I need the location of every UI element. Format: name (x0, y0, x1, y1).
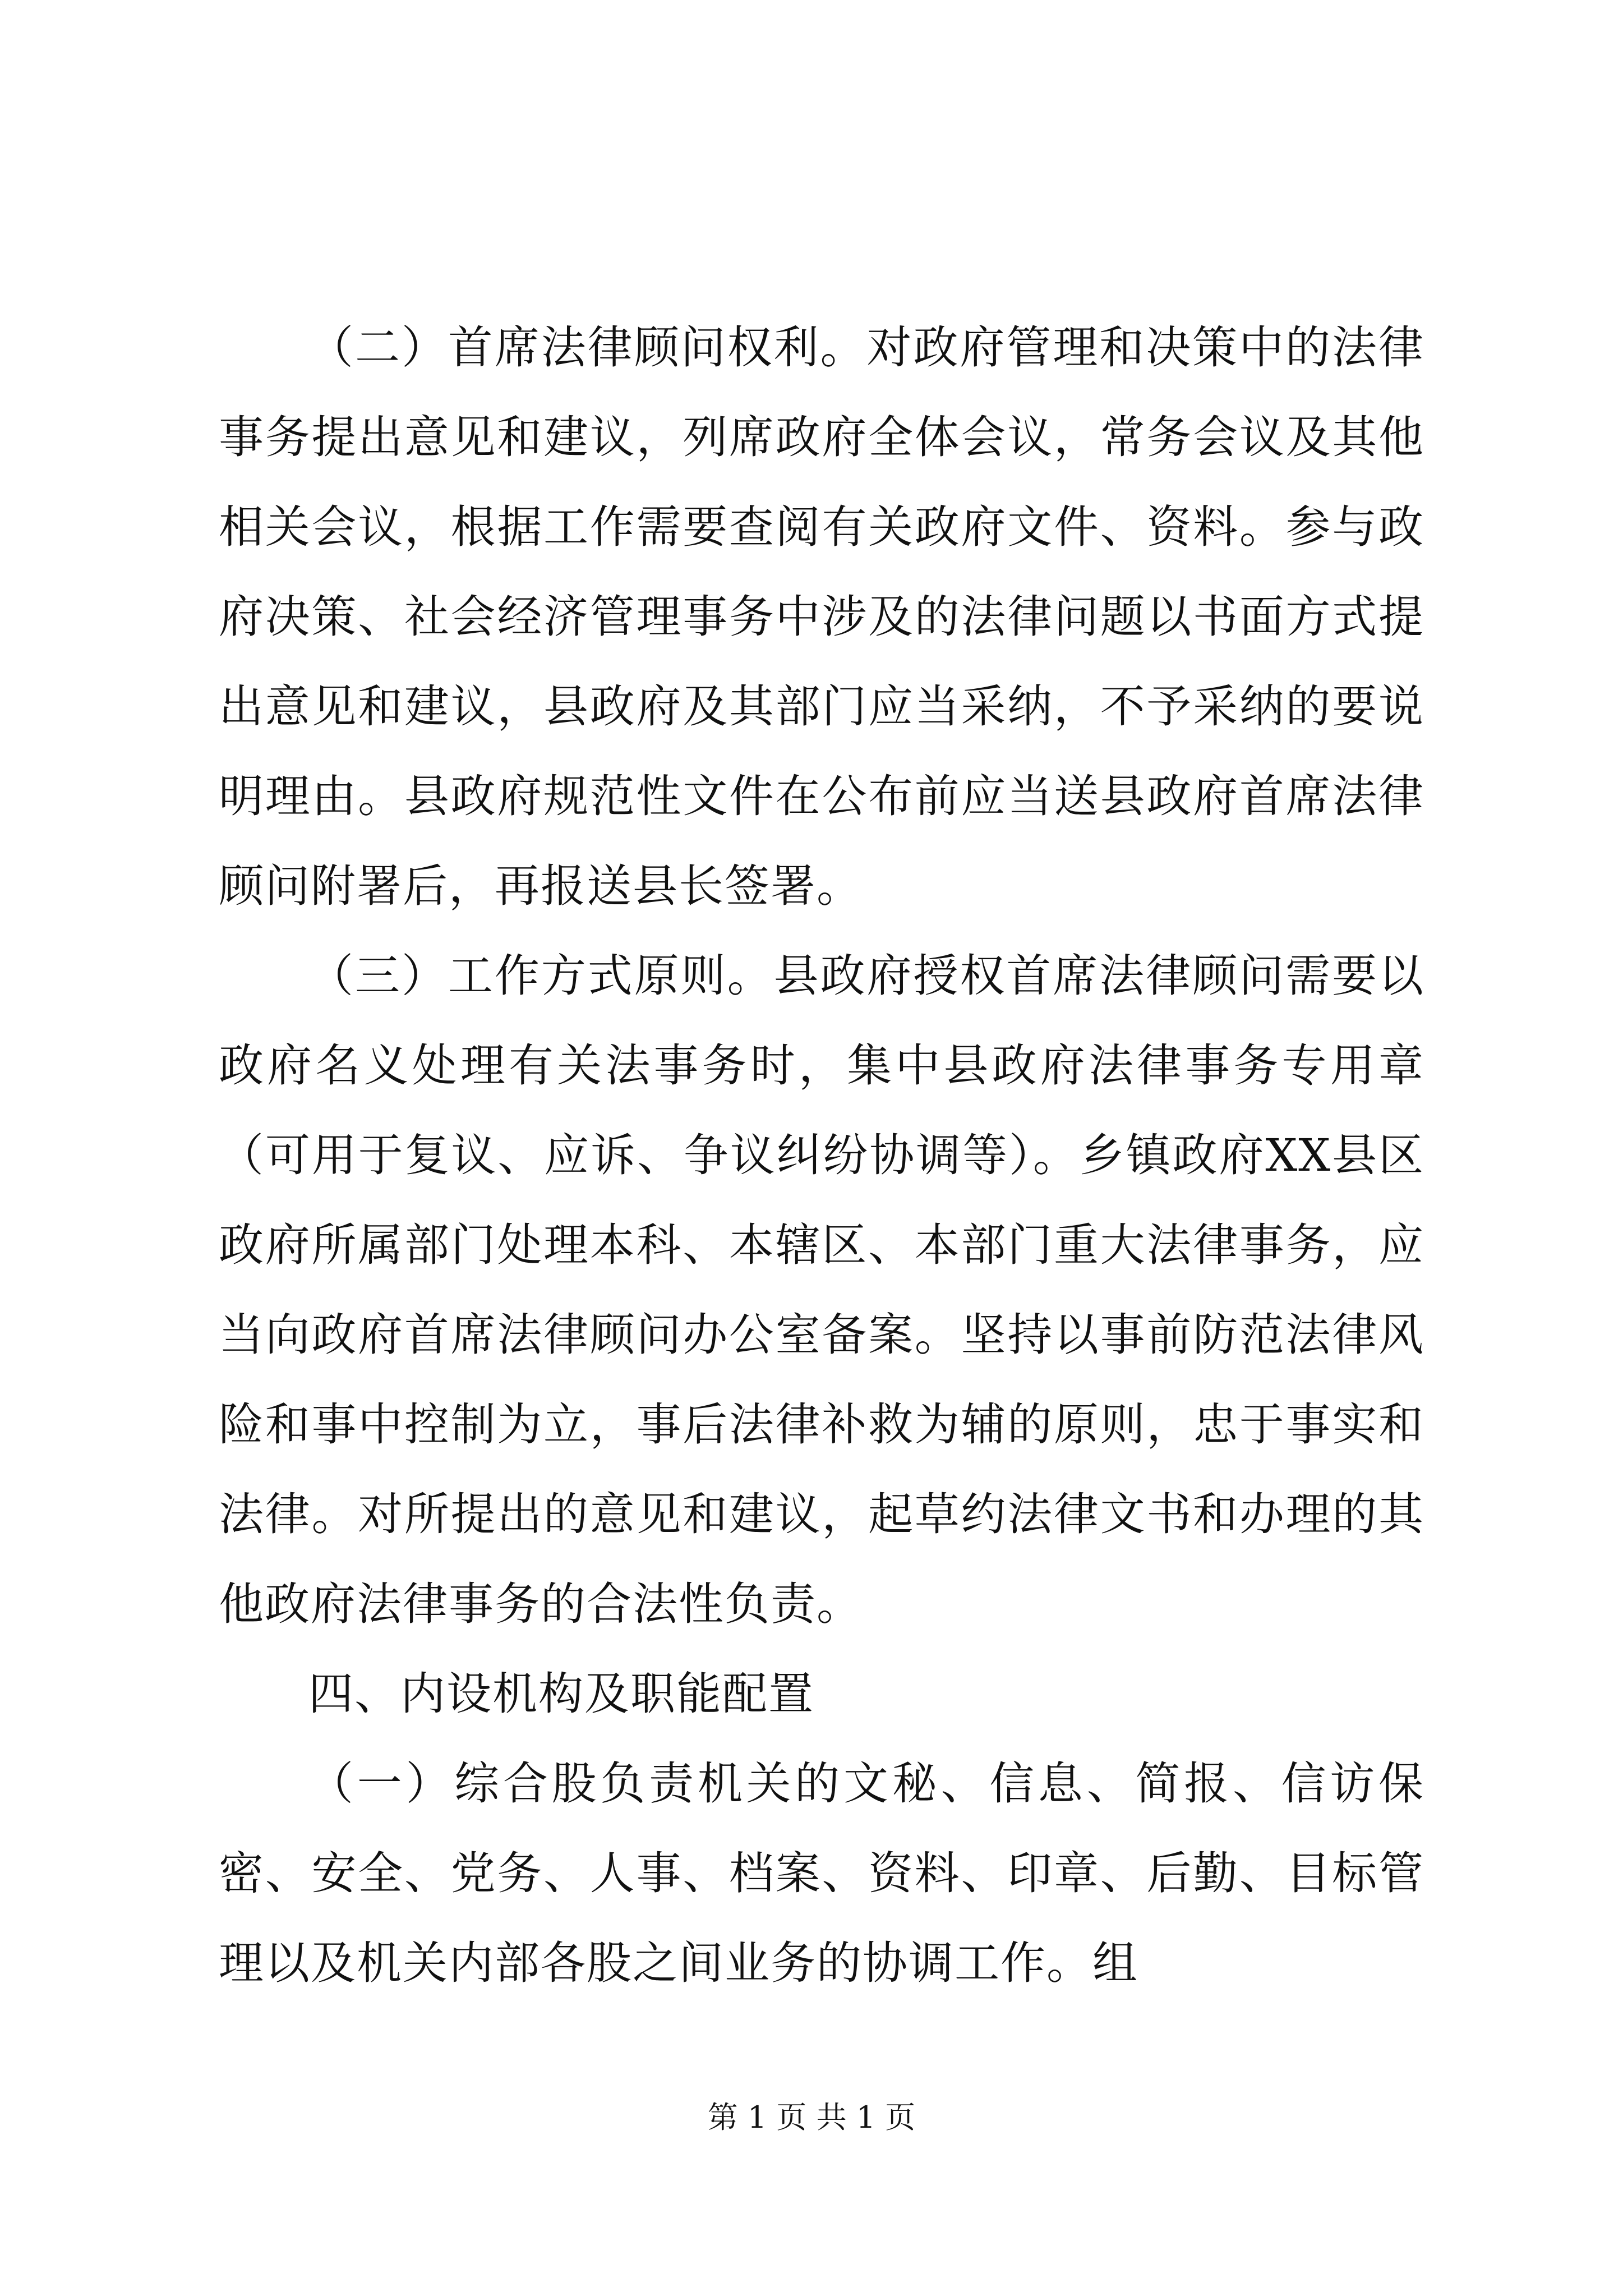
page-number-footer: 第 1 页 共 1 页 (707, 2100, 916, 2135)
section-heading: 四、内设机构及职能配置 (308, 1668, 814, 1720)
document-body (219, 303, 1424, 2008)
paragraph-chief-counsel-rights: （二）首席法律顾问权利。对政府管理和决策中的法律事务提出意见和建议，列席政府全体会议，常务会议及其他相关会议，根据工作需要查阅有关政府文件、资料。参与政府决策、社会经济管理事务中涉及的法律问题以书面方式提出意见和建议，县政府及其部门应当采纳，不予采纳的要说明理由。县政府规范性文件在公布前应当送县政府首席法律顾问附署后，再报送县长签署。 (219, 321, 1424, 912)
paragraph-general-office-duties: （一）综合股负责机关的文秘、信息、简报、信访保密、安全、党务、人事、档案、资料、印章、后勤、目标管理以及机关内部各股之间业务的协调工作。组 (219, 1757, 1424, 1989)
paragraph-work-principles: （三）工作方式原则。县政府授权首席法律顾问需要以政府名义处理有关法事务时，集中县政府法律事务专用章（可用于复议、应诉、争议纠纷协调等）。乡镇政府XX县区政府所属部门处理本科、本辖区、本部门重大法律事务，应当向政府首席法律顾问办公室备案。坚持以事前防范法律风险和事中控制为立，事后法律补救为辅的原则，忠于事实和法律。对所提出的意见和建议，起草约法律文书和办理的其他政府法律事务的合法性负责。 (219, 950, 1424, 1630)
